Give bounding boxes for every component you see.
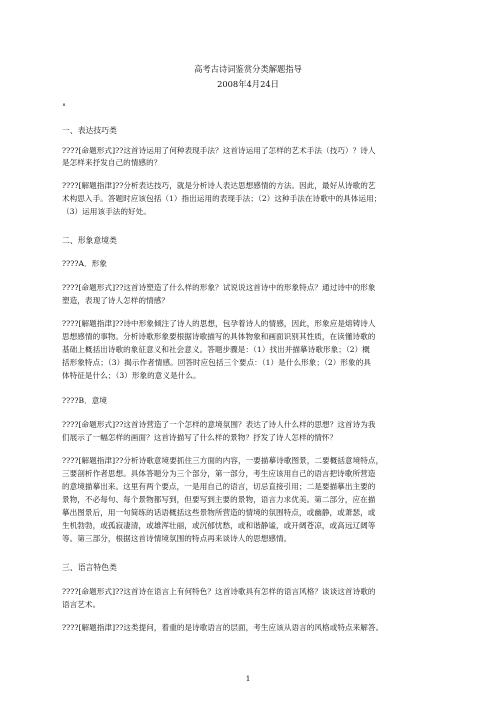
- subheading: ????B．意境: [62, 396, 108, 405]
- paragraph-line: ????[命题形式]??这首诗营造了一个怎样的意境氛围？表达了诗人什么样的思想？这首诗为我: [62, 420, 376, 429]
- paragraph-line: 的意境描摹出来。这里有两个要点，一是用自己的语言，切忌直接引用；二是要描摹出主要的: [62, 482, 376, 491]
- paragraph-line: 三要剖析作者思想。具体答题分为三个部分，第一部分，考生应该用自己的语言把诗歌所营造: [62, 469, 376, 478]
- document-title: 高考古诗词鉴赏分类解题指导: [194, 64, 302, 74]
- paragraph-line: ????[解题指津]??这类提问，着重的是诗歌语言的层面，考生应该从语言的风格或特点来解答。: [62, 623, 384, 632]
- paragraph-line: 括形象特点；（3）揭示作者情感。回答时应包括三个要点：（1）是什么形象；（2）形象的具: [62, 358, 371, 367]
- stray-mark: ˳: [62, 97, 66, 106]
- paragraph-line: 景物，不必每句、每个景物都写到，但要写到主要的景物，语言力求优美。第二部分，应在描: [62, 495, 376, 504]
- page-number: 1: [245, 674, 251, 683]
- paragraph-line: 生机勃勃，或孤寂凄清，或雄浑壮丽，或沉郁忧愁，或和谐静谧，或开阔苍凉，或高远辽阔等: [62, 521, 376, 530]
- section-heading: 一、表达技巧类: [62, 126, 117, 135]
- paragraph-line: （3）运用该手法的好处。: [62, 207, 151, 216]
- paragraph-line: 等。第三部分，根据这首诗情境氛围的特点再来谈诗人的思想感情。: [62, 534, 292, 543]
- paragraph-line: 摹出图景后，用一句简练的话语概括这些景物所营造的情境的氛围特点，或幽静，或萧瑟，或: [62, 508, 376, 517]
- paragraph-line: ????[命题形式]??这首诗运用了何种表现手法？这首诗运用了怎样的艺术手法（技巧）？诗人: [62, 146, 376, 155]
- subheading: ????A．形象: [62, 259, 107, 268]
- paragraph-line: ????[命题形式]??这首诗在语言上有何特色？这首诗歌具有怎样的语言风格？谈谈这首诗歌的: [62, 587, 376, 596]
- paragraph-line: 塑造，表现了诗人怎样的情感？: [62, 296, 170, 305]
- section-heading: 二、形象意境类: [62, 236, 117, 245]
- paragraph-line: 基础上概括出诗歌的象征意义和社会意义。答题步骤是：（1）找出并描摹诗歌形象；（2）概: [62, 345, 370, 354]
- paragraph-line: 语言艺术。: [62, 600, 101, 609]
- paragraph-line: ????[解题指津]??分析表达技巧，就是分析诗人表达思想感情的方法。因此，最好从诗歌的艺: [62, 181, 376, 190]
- paragraph-line: 是怎样来抒发自己的情感的？: [62, 158, 162, 167]
- paragraph-line: ????[解题指津]??诗中形象倾注了诗人的思想，包孕着诗人的情感，因此，形象应是熔铸诗人: [62, 319, 376, 328]
- document-date: 2008年4月24日: [217, 79, 279, 89]
- paragraph-line: 思想感情的事物。分析诗歌形象要根据诗歌描写的具体物象和画面识别其性质，在读懂诗歌的: [62, 332, 376, 341]
- paragraph-line: 体特征是什么；（3）形象的意义是什么。: [62, 371, 201, 380]
- paragraph-line: 术构思入手。答题时应该包括（1）指出运用的表现手法；（2）这种手法在诗歌中的具体运用；: [62, 194, 382, 203]
- section-heading: 三、语言特色类: [62, 563, 117, 572]
- paragraph-line: ????[命题形式]??这首诗塑造了什么样的形象？试说说这首诗中的形象特点？通过诗中的形象: [62, 283, 376, 292]
- paragraph-line: 们展示了一幅怎样的画面？这首诗描写了什么样的景物？抒发了诗人怎样的情怀？: [62, 433, 338, 442]
- paragraph-line: ????[解题指津]??分析诗歌意境要抓住三方面的内容，一要描摹诗歌图景，二要概括意境特点，: [62, 456, 384, 465]
